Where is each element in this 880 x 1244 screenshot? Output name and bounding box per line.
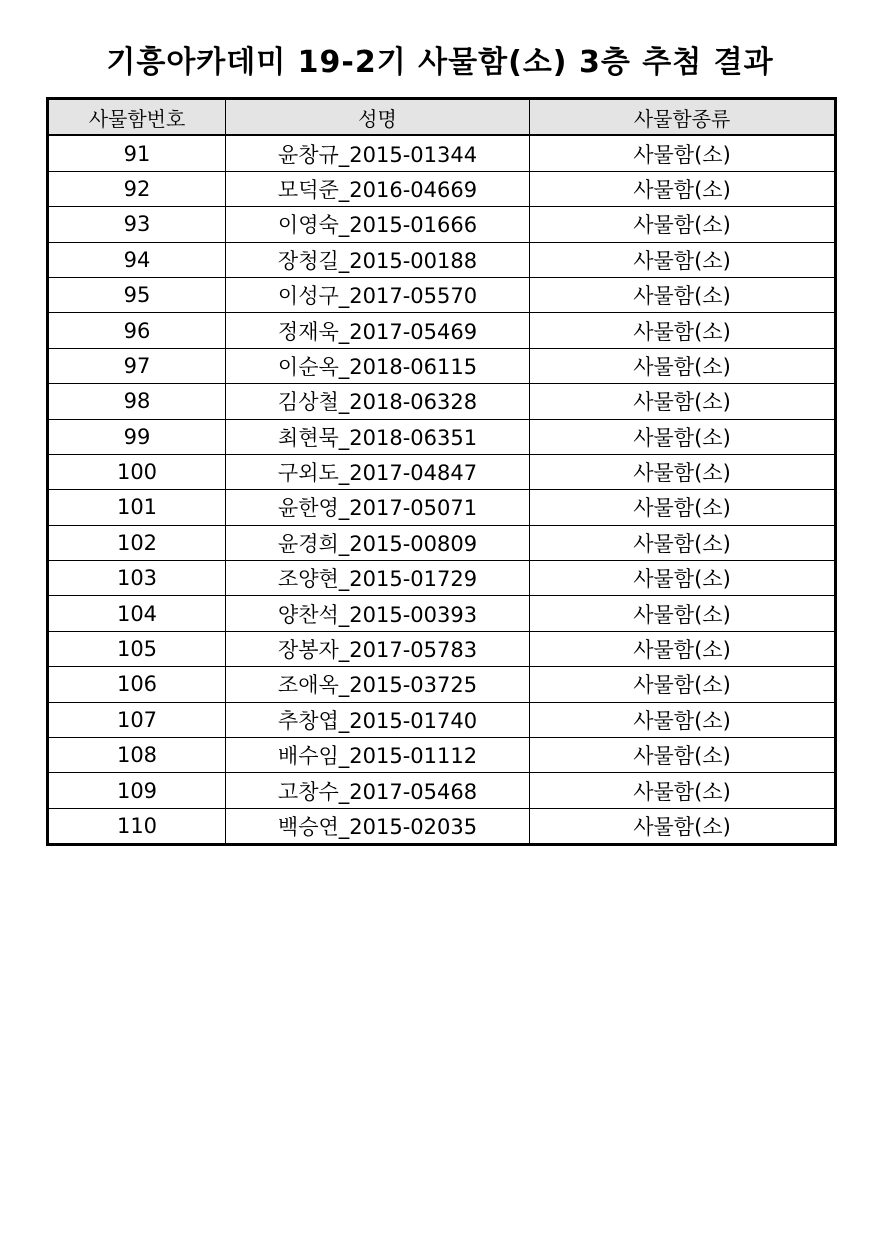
cell-name: 추창엽_2015-01740 — [226, 702, 530, 737]
table-row — [48, 384, 836, 419]
cell-name: 배수임_2015-01112 — [226, 738, 530, 773]
column-header-locker-number: 사물함번호 — [48, 99, 226, 136]
table-row — [48, 667, 836, 702]
table-row — [48, 773, 836, 808]
cell-locker-type: 사물함(소) — [530, 702, 836, 737]
cell-locker-number: 102 — [48, 525, 226, 560]
cell-locker-type: 사물함(소) — [530, 348, 836, 383]
cell-name: 정재욱_2017-05469 — [226, 313, 530, 348]
page-title: 기흥아카데미 19-2기 사물함(소) 3층 추첨 결과 — [106, 45, 774, 80]
table-row — [48, 561, 836, 596]
cell-name: 장청길_2015-00188 — [226, 242, 530, 277]
cell-name: 윤경희_2015-00809 — [226, 525, 530, 560]
cell-locker-number: 110 — [48, 808, 226, 844]
table-row — [48, 808, 836, 844]
cell-locker-type: 사물함(소) — [530, 135, 836, 171]
table-row — [48, 207, 836, 242]
cell-locker-number: 105 — [48, 631, 226, 666]
cell-locker-type: 사물함(소) — [530, 667, 836, 702]
cell-locker-type: 사물함(소) — [530, 525, 836, 560]
table-row — [48, 490, 836, 525]
cell-locker-type: 사물함(소) — [530, 207, 836, 242]
cell-locker-number: 107 — [48, 702, 226, 737]
cell-locker-number: 101 — [48, 490, 226, 525]
table-row — [48, 702, 836, 737]
cell-name: 구외도_2017-04847 — [226, 454, 530, 489]
table-row — [48, 348, 836, 383]
cell-locker-number: 108 — [48, 738, 226, 773]
table-row — [48, 242, 836, 277]
table-row — [48, 454, 836, 489]
cell-locker-number: 98 — [48, 384, 226, 419]
cell-locker-number: 96 — [48, 313, 226, 348]
cell-locker-type: 사물함(소) — [530, 171, 836, 206]
cell-locker-type: 사물함(소) — [530, 808, 836, 844]
cell-locker-number: 95 — [48, 277, 226, 312]
cell-name: 최현묵_2018-06351 — [226, 419, 530, 454]
cell-locker-number: 100 — [48, 454, 226, 489]
table-row — [48, 525, 836, 560]
table-row — [48, 277, 836, 312]
cell-locker-number: 106 — [48, 667, 226, 702]
cell-locker-type: 사물함(소) — [530, 596, 836, 631]
cell-name: 이성구_2017-05570 — [226, 277, 530, 312]
cell-locker-type: 사물함(소) — [530, 773, 836, 808]
table-row — [48, 419, 836, 454]
table-row — [48, 313, 836, 348]
cell-name: 고창수_2017-05468 — [226, 773, 530, 808]
cell-locker-type: 사물함(소) — [530, 561, 836, 596]
cell-locker-type: 사물함(소) — [530, 277, 836, 312]
cell-locker-number: 99 — [48, 419, 226, 454]
table-row — [48, 135, 836, 171]
cell-locker-number: 94 — [48, 242, 226, 277]
cell-locker-type: 사물함(소) — [530, 384, 836, 419]
cell-name: 윤창규_2015-01344 — [226, 135, 530, 171]
cell-locker-number: 109 — [48, 773, 226, 808]
cell-name: 백승연_2015-02035 — [226, 808, 530, 844]
cell-name: 조애옥_2015-03725 — [226, 667, 530, 702]
cell-name: 윤한영_2017-05071 — [226, 490, 530, 525]
cell-name: 이영숙_2015-01666 — [226, 207, 530, 242]
cell-locker-type: 사물함(소) — [530, 490, 836, 525]
cell-locker-type: 사물함(소) — [530, 313, 836, 348]
table-row — [48, 596, 836, 631]
cell-locker-type: 사물함(소) — [530, 419, 836, 454]
cell-locker-number: 103 — [48, 561, 226, 596]
cell-locker-type: 사물함(소) — [530, 738, 836, 773]
cell-name: 장봉자_2017-05783 — [226, 631, 530, 666]
table-header — [48, 99, 836, 136]
cell-name: 이순옥_2018-06115 — [226, 348, 530, 383]
table-row — [48, 631, 836, 666]
table-body — [48, 135, 836, 844]
cell-locker-number: 104 — [48, 596, 226, 631]
header-row — [48, 99, 836, 136]
cell-locker-number: 91 — [48, 135, 226, 171]
cell-name: 조양현_2015-01729 — [226, 561, 530, 596]
cell-locker-number: 97 — [48, 348, 226, 383]
table-row — [48, 738, 836, 773]
cell-name: 모덕준_2016-04669 — [226, 171, 530, 206]
results-table — [46, 97, 837, 846]
cell-locker-type: 사물함(소) — [530, 242, 836, 277]
column-header-name: 성명 — [226, 99, 530, 136]
column-header-locker-type: 사물함종류 — [530, 99, 836, 136]
cell-name: 김상철_2018-06328 — [226, 384, 530, 419]
cell-name: 양찬석_2015-00393 — [226, 596, 530, 631]
table-row — [48, 171, 836, 206]
results-table-container — [46, 97, 834, 846]
cell-locker-type: 사물함(소) — [530, 631, 836, 666]
cell-locker-type: 사물함(소) — [530, 454, 836, 489]
cell-locker-number: 93 — [48, 207, 226, 242]
cell-locker-number: 92 — [48, 171, 226, 206]
